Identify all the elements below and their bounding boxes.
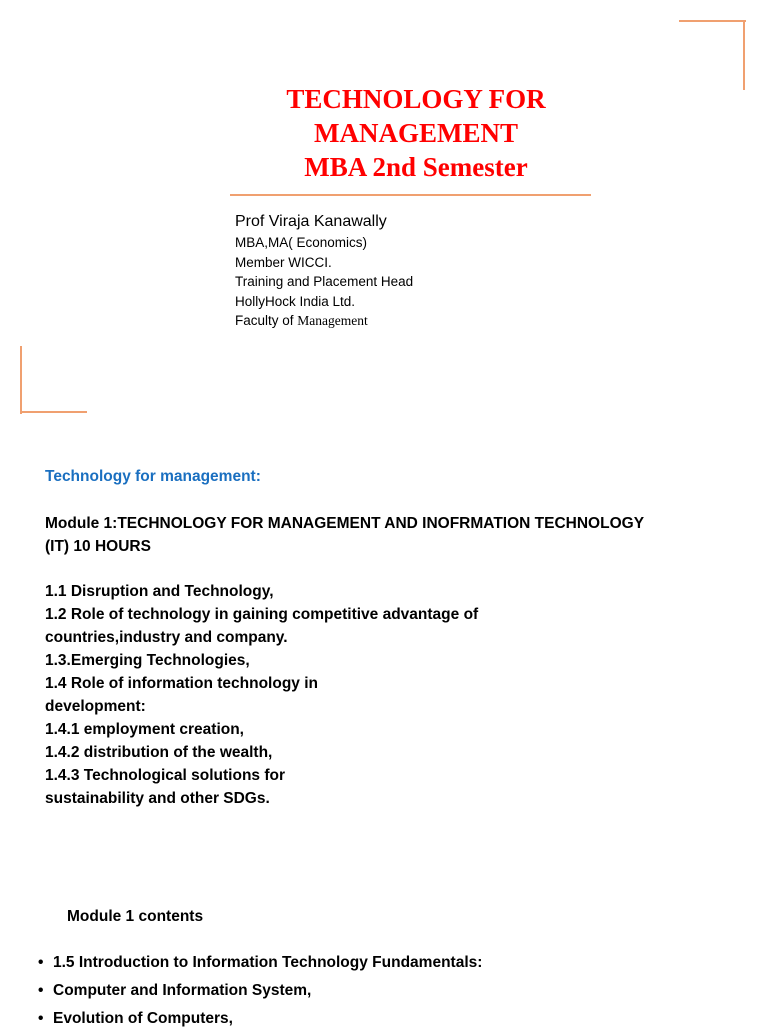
author-role: Training and Placement Head (235, 274, 414, 290)
topic-line: 1.3.Emerging Technologies, (45, 652, 250, 669)
author-organization: HollyHock India Ltd. (235, 293, 356, 309)
faculty-prefix: Faculty of (235, 313, 298, 329)
module-contents-heading: Module 1 contents (67, 908, 204, 925)
author-membership: Member WICCI. (235, 254, 332, 270)
title-line-3: MBA 2nd Semester (304, 152, 528, 182)
topic-line: 1.4.1 employment creation, (45, 721, 244, 738)
topic-line: 1.4 Role of information technology in (45, 675, 318, 692)
title-divider (230, 194, 591, 196)
list-item (38, 949, 482, 977)
topic-line: countries,industry and company. (45, 629, 288, 646)
module-title-line-1: Module 1:TECHNOLOGY FOR MANAGEMENT AND INOFRMATION TECHNOLOGY (45, 515, 645, 532)
author-faculty (235, 311, 413, 331)
bullet-icon: • (38, 1010, 44, 1027)
author-qualification: MBA,MA( Economics) (235, 235, 368, 250)
topic-line: 1.2 Role of technology in gaining competitive advantage of (45, 606, 479, 623)
corner-decoration-top-right-horizontal (679, 20, 746, 22)
topic-line: 1.4.2 distribution of the wealth, (45, 744, 273, 761)
title-line-2: MANAGEMENT (314, 118, 518, 148)
author-block (235, 211, 413, 331)
list-item (38, 1005, 482, 1033)
module-title (45, 512, 705, 558)
faculty-name: Management (297, 313, 368, 329)
list-item (38, 977, 482, 1005)
topic-line: 1.1 Disruption and Technology, (45, 583, 274, 600)
corner-decoration-bottom-left-vertical (20, 346, 22, 414)
author-name: Prof Viraja Kanawally (235, 213, 387, 230)
topic-line: sustainability and other SDGs. (45, 790, 270, 807)
module-title-line-2: (IT) 10 HOURS (45, 538, 151, 555)
list-item-text: Computer and Information System, (53, 982, 312, 999)
corner-decoration-bottom-left-horizontal (20, 411, 87, 413)
list-item-text: 1.5 Introduction to Information Technology Fundamentals: (53, 954, 483, 971)
document-title (230, 82, 602, 184)
topic-line: 1.4.3 Technological solutions for (45, 767, 286, 784)
module-topics (45, 580, 565, 810)
list-item-text: Evolution of Computers, (53, 1010, 233, 1027)
bullet-icon: • (38, 982, 44, 999)
topic-line: development: (45, 698, 146, 715)
bullet-icon: • (38, 954, 44, 971)
module-contents-list (38, 949, 482, 1033)
title-line-1: TECHNOLOGY FOR (286, 84, 546, 114)
section-heading: Technology for management: (45, 468, 261, 485)
corner-decoration-top-right-vertical (743, 20, 745, 90)
